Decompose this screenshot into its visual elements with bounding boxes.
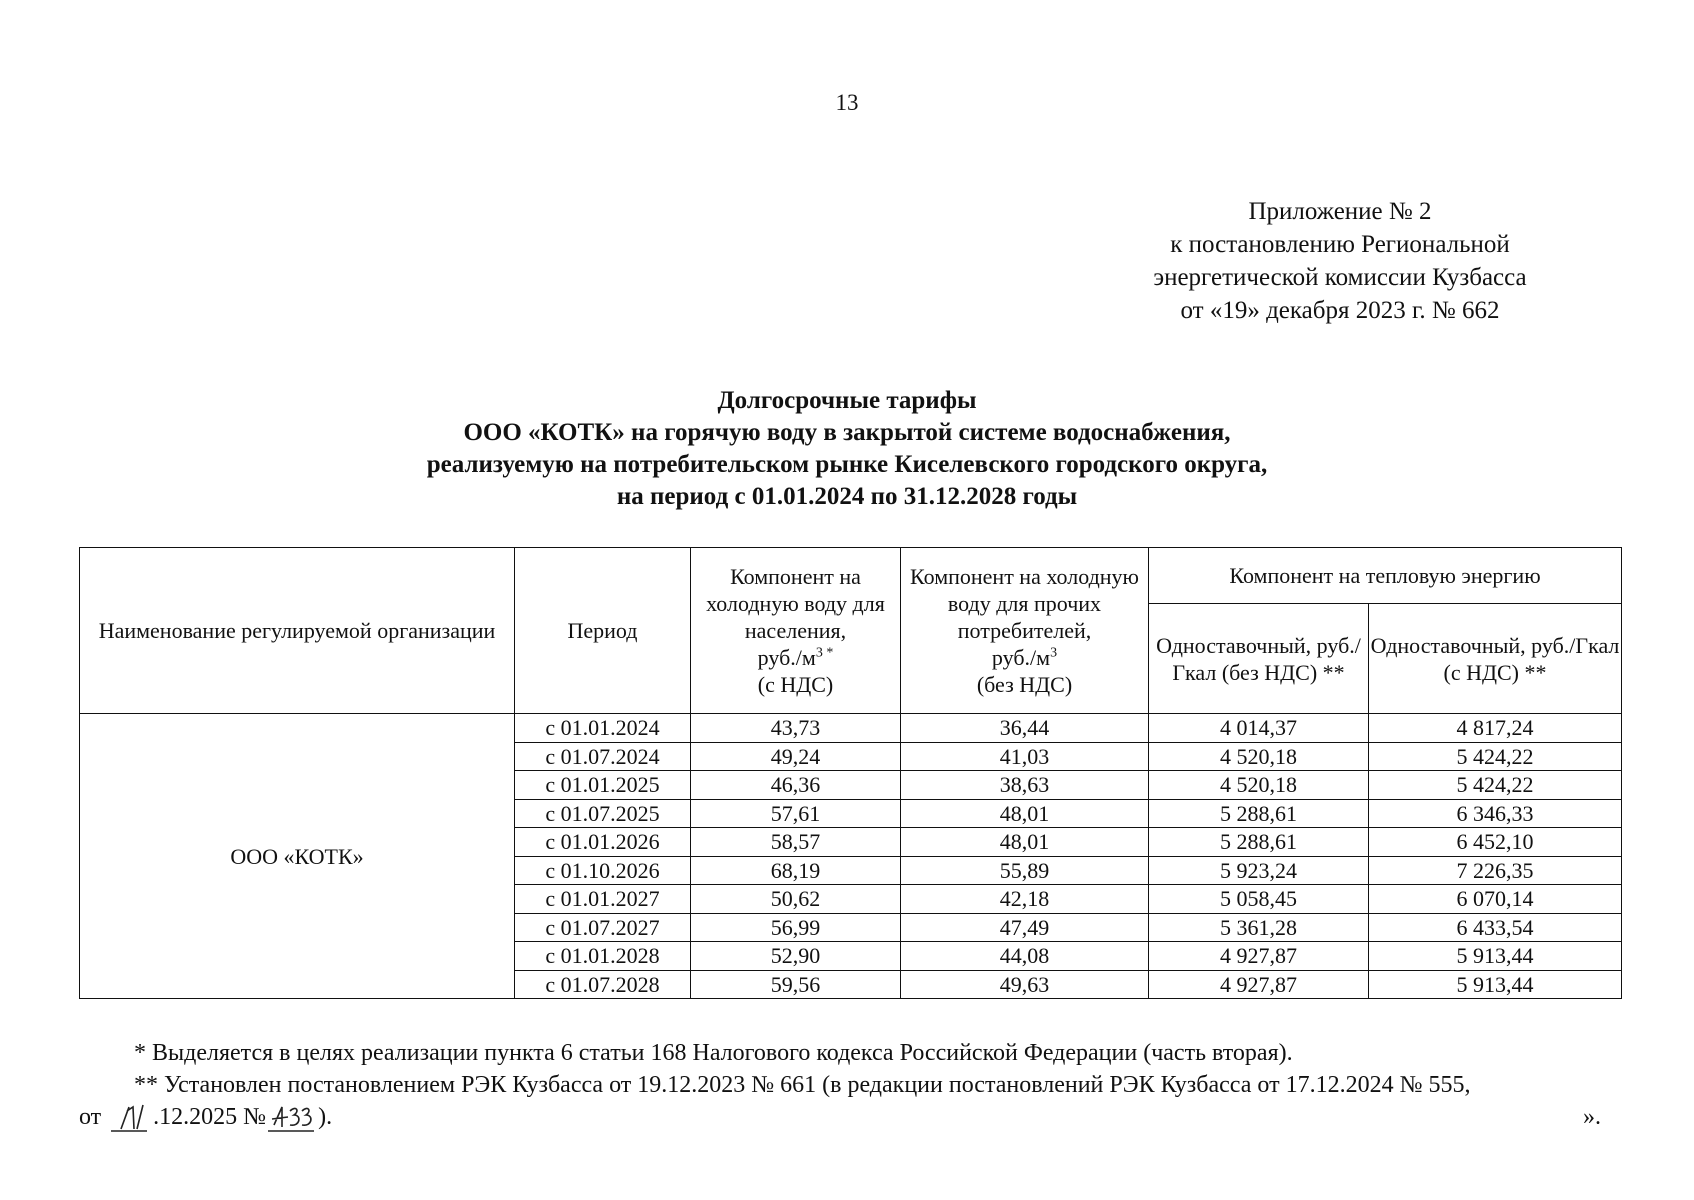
cell-period: с 01.01.2024 — [515, 714, 691, 743]
header-heat-with-vat: Одноставочный, руб./Гкал (с НДС) ** — [1369, 604, 1622, 714]
cell-heat-no-vat: 5 288,61 — [1149, 828, 1369, 857]
cell-cold-water-other: 44,08 — [901, 942, 1149, 971]
cell-cold-water-population: 57,61 — [691, 799, 901, 828]
cell-period: с 01.07.2025 — [515, 799, 691, 828]
cell-cold-water-other: 36,44 — [901, 714, 1149, 743]
cell-cold-water-other: 48,01 — [901, 828, 1149, 857]
title-line-3: реализуемую на потребительском рынке Киселевского городского округа, — [426, 451, 1268, 478]
cell-heat-no-vat: 4 520,18 — [1149, 742, 1369, 771]
cell-heat-no-vat: 5 361,28 — [1149, 913, 1369, 942]
cell-cold-water-other: 55,89 — [901, 856, 1149, 885]
cell-heat-with-vat: 5 424,22 — [1369, 771, 1622, 800]
footnote-prefix: от — [79, 1104, 102, 1130]
cell-heat-no-vat: 5 058,45 — [1149, 885, 1369, 914]
cell-period: с 01.01.2027 — [515, 885, 691, 914]
table-row — [80, 714, 1622, 743]
handwritten-day-signature — [107, 1101, 153, 1135]
cell-heat-no-vat: 4 927,87 — [1149, 970, 1369, 999]
header-heat-no-vat: Одноставочный, руб./Гкал (без НДС) ** — [1149, 604, 1369, 714]
cell-cold-water-other: 41,03 — [901, 742, 1149, 771]
cell-heat-with-vat: 6 452,10 — [1369, 828, 1622, 857]
appendix-header — [1080, 195, 1600, 327]
cell-period: с 01.01.2025 — [515, 771, 691, 800]
cell-heat-no-vat: 4 520,18 — [1149, 771, 1369, 800]
footnote-date: .12.2025 № — [153, 1104, 267, 1130]
footnote-2: ** Установлен постановлением РЭК Кузбасса от 19.12.2023 № 661 (в редакции постановлений РЭК Кузбасса от 17.12.2024 № 555, — [134, 1072, 1471, 1098]
cell-cold-water-other: 49,63 — [901, 970, 1149, 999]
header-organization: Наименование регулируемой организации — [80, 548, 515, 714]
cell-cold-water-population: 43,73 — [691, 714, 901, 743]
header-period: Период — [515, 548, 691, 714]
title-line-1: Долгосрочные тарифы — [717, 387, 977, 414]
header-heat-energy: Компонент на тепловую энергию — [1149, 548, 1622, 604]
appendix-line-3: энергетической комиссии Кузбасса — [1153, 264, 1527, 291]
cell-organization: ООО «КОТК» — [80, 714, 515, 999]
footnote-suffix: ). — [318, 1104, 333, 1130]
header-cold-water-population: Компонент на холодную воду для населения, $руб./м^{3 *}$ (с НДС) — [691, 548, 901, 714]
document-title — [0, 385, 1694, 513]
cell-cold-water-other: 42,18 — [901, 885, 1149, 914]
cell-cold-water-population: 49,24 — [691, 742, 901, 771]
header-cold-water-other: Компонент на холодную воду для прочих потребителей, $руб./м^3$ (без НДС) — [901, 548, 1149, 714]
cell-heat-with-vat: 6 346,33 — [1369, 799, 1622, 828]
tariff-table — [79, 547, 1622, 999]
cell-cold-water-population: 56,99 — [691, 913, 901, 942]
title-line-2: ООО «КОТК» на горячую воду в закрытой системе водоснабжения, — [463, 419, 1231, 446]
cell-heat-no-vat: 5 288,61 — [1149, 799, 1369, 828]
cell-period: с 01.07.2028 — [515, 970, 691, 999]
cell-heat-with-vat: 5 424,22 — [1369, 742, 1622, 771]
footnote-1: * Выделяется в целях реализации пункта 6 статьи 168 Налогового кодекса Российской Федерации (часть вторая). — [134, 1040, 1293, 1066]
footnotes — [79, 1037, 1621, 1135]
cell-heat-with-vat: 5 913,44 — [1369, 970, 1622, 999]
cell-cold-water-population: 46,36 — [691, 771, 901, 800]
appendix-line-2: к постановлению Региональной — [1170, 231, 1510, 258]
cell-period: с 01.01.2028 — [515, 942, 691, 971]
title-line-4: на период с 01.01.2024 по 31.12.2028 годы — [616, 483, 1078, 510]
cell-heat-no-vat: 5 923,24 — [1149, 856, 1369, 885]
cell-heat-with-vat: 6 070,14 — [1369, 885, 1622, 914]
cell-cold-water-other: 38,63 — [901, 771, 1149, 800]
cell-cold-water-other: 48,01 — [901, 799, 1149, 828]
footnote-2-continuation — [79, 1101, 1621, 1135]
page-number: 13 — [835, 90, 859, 115]
cell-cold-water-population: 50,62 — [691, 885, 901, 914]
cell-heat-with-vat: 6 433,54 — [1369, 913, 1622, 942]
cell-cold-water-population: 52,90 — [691, 942, 901, 971]
cell-cold-water-population: 59,56 — [691, 970, 901, 999]
cell-cold-water-other: 47,49 — [901, 913, 1149, 942]
cell-period: с 01.07.2024 — [515, 742, 691, 771]
handwritten-number-signature — [266, 1101, 318, 1135]
closing-quote: ». — [1583, 1104, 1601, 1130]
cell-heat-with-vat: 4 817,24 — [1369, 714, 1622, 743]
appendix-line-4: от «19» декабря 2023 г. № 662 — [1180, 297, 1500, 324]
cell-heat-with-vat: 7 226,35 — [1369, 856, 1622, 885]
cell-period: с 01.10.2026 — [515, 856, 691, 885]
cell-period: с 01.07.2027 — [515, 913, 691, 942]
cell-cold-water-population: 58,57 — [691, 828, 901, 857]
cell-cold-water-population: 68,19 — [691, 856, 901, 885]
cell-heat-with-vat: 5 913,44 — [1369, 942, 1622, 971]
cell-heat-no-vat: 4 014,37 — [1149, 714, 1369, 743]
appendix-line-1: Приложение № 2 — [1248, 198, 1432, 225]
cell-period: с 01.01.2026 — [515, 828, 691, 857]
cell-heat-no-vat: 4 927,87 — [1149, 942, 1369, 971]
